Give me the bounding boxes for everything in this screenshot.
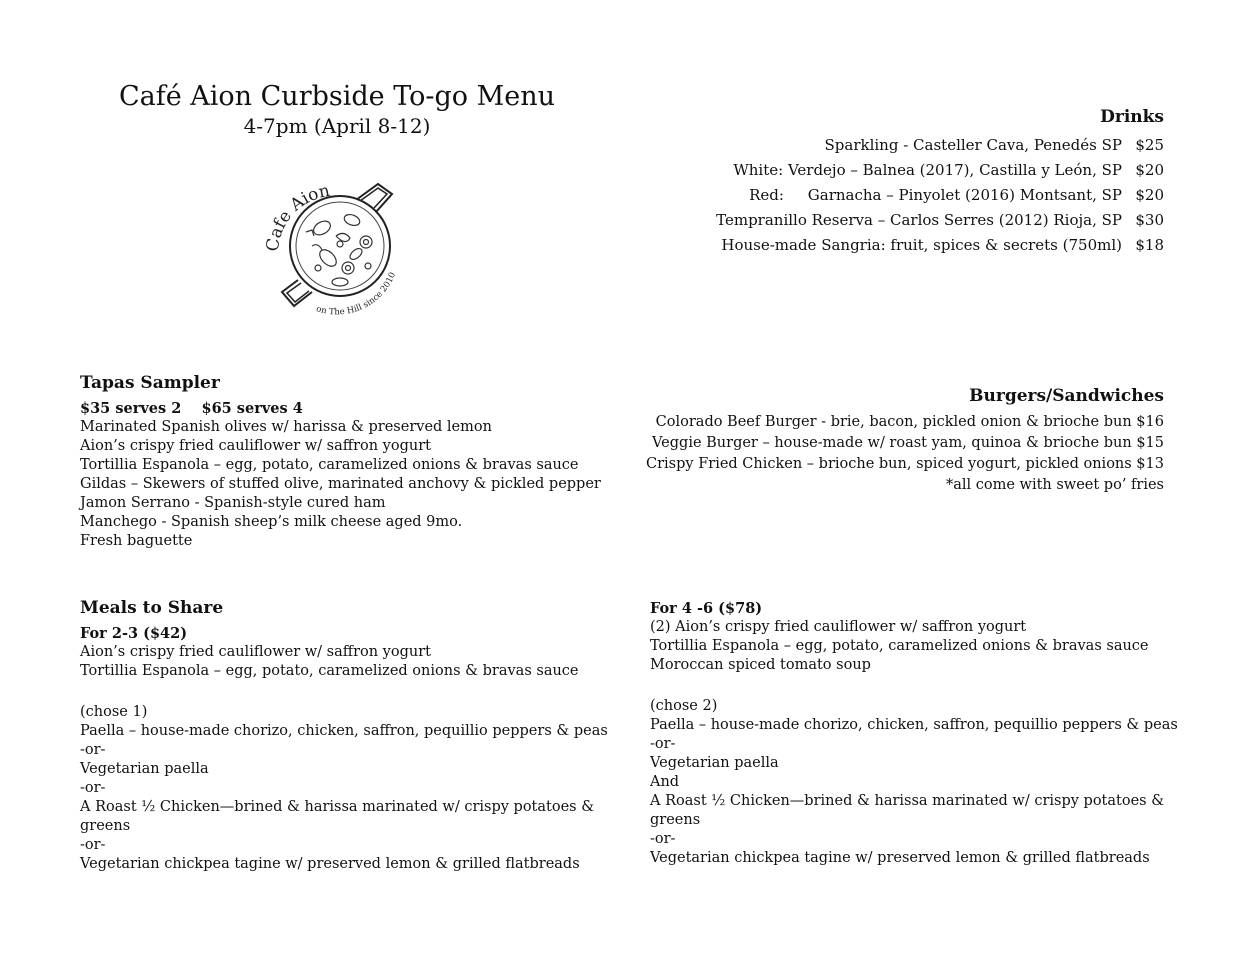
tapas-item: Fresh baguette [80,533,193,549]
menu-title: Café Aion Curbside To-go Menu [118,81,556,112]
drink-name: Sparkling - Casteller Cava, Penedés SP [824,136,1122,154]
meal-small-choice: -or- [80,837,106,853]
drink-item [716,208,1164,233]
drink-name: Red: Garnacha – Pinyolet (2016) Montsant, SP [749,186,1122,204]
meal-large-choice: -or- [650,831,676,847]
tapas-item: Manchego - Spanish sheep’s milk cheese aged 9mo. [80,514,463,530]
meal-large-choice-label: (chose 2) [650,698,718,714]
meal-small-choice: Vegetarian chickpea tagine w/ preserved lemon & grilled flatbreads [80,856,580,872]
meal-small-choice: -or- [80,742,106,758]
meal-large-choice: greens [650,812,701,828]
meal-large-choice: Vegetarian chickpea tagine w/ preserved lemon & grilled flatbreads [650,850,1150,866]
drink-price: $25 [1135,136,1164,154]
drink-item [716,133,1164,158]
drink-name: Tempranillo Reserva – Carlos Serres (2012) Rioja, SP [716,211,1122,229]
drink-name: House-made Sangria: fruit, spices & secrets (750ml) [721,236,1122,254]
meal-small-label: For 2-3 ($42) [80,625,188,642]
logo-arc-bottom: on The Hill since 2010 [314,270,399,318]
cafe-aion-logo [256,170,416,318]
drink-price: $20 [1135,186,1164,204]
meal-small-choice-label: (chose 1) [80,704,148,720]
burgers-heading: Burgers/Sandwiches [969,386,1164,406]
tapas-section [80,372,601,551]
meal-large-choice: Paella – house-made chorizo, chicken, saffron, pequillio peppers & peas [650,717,1178,733]
burgers-section [646,385,1164,496]
tapas-pricing: $35 serves 2 $65 serves 4 [80,400,303,417]
drink-price: $20 [1135,161,1164,179]
meals-section [80,597,608,874]
burger-item: Crispy Fried Chicken – brioche bun, spiced yogurt, pickled onions $13 [646,456,1164,472]
meal-small-choice: A Roast ½ Chicken—brined & harissa marinated w/ crispy potatoes & [80,799,595,815]
meal-large-section [650,599,1178,868]
drink-price: $30 [1135,211,1164,229]
meal-small-include: Aion’s crispy fried cauliflower w/ saffron yogurt [80,644,431,660]
tapas-item: Jamon Serrano - Spanish-style cured ham [80,495,386,511]
tapas-item: Marinated Spanish olives w/ harissa & preserved lemon [80,419,492,435]
drinks-heading: Drinks [1100,107,1164,127]
drink-name: White: Verdejo – Balnea (2017), Castilla y León, SP [733,161,1122,179]
menu-subtitle: 4-7pm (April 8-12) [243,114,431,138]
burger-item: Colorado Beef Burger - brie, bacon, pickled onion & brioche bun $16 [655,414,1164,430]
burger-note: *all come with sweet po’ fries [945,477,1164,493]
tapas-item: Gildas – Skewers of stuffed olive, marinated anchovy & pickled pepper [80,476,601,492]
tapas-item: Tortillia Espanola – egg, potato, caramelized onions & bravas sauce [80,457,579,473]
meals-heading: Meals to Share [80,598,224,618]
tapas-heading: Tapas Sampler [80,373,220,393]
drink-price: $18 [1135,236,1164,254]
meal-small-choice: Vegetarian paella [80,761,209,777]
logo-arc-top: Cafe Aion [262,180,332,253]
drink-item [716,158,1164,183]
meal-large-label: For 4 -6 ($78) [650,600,763,617]
meal-large-include: Moroccan spiced tomato soup [650,657,871,673]
drinks-section [716,106,1164,258]
meal-small-choice: greens [80,818,131,834]
meal-large-choice: Vegetarian paella [650,755,779,771]
meal-small-include: Tortillia Espanola – egg, potato, caramelized onions & bravas sauce [80,663,579,679]
meal-small-choice: Paella – house-made chorizo, chicken, saffron, pequillio peppers & peas [80,723,608,739]
meal-large-include: (2) Aion’s crispy fried cauliflower w/ saffron yogurt [650,619,1027,635]
drink-item [716,233,1164,258]
meal-large-choice: -or- [650,736,676,752]
meal-small-choice: -or- [80,780,106,796]
burger-item: Veggie Burger – house-made w/ roast yam, quinoa & brioche bun $15 [652,435,1164,451]
meal-large-choice: A Roast ½ Chicken—brined & harissa marinated w/ crispy potatoes & [650,793,1165,809]
paella-pan-icon [256,170,416,318]
meal-large-choice: And [650,774,680,790]
meal-large-include: Tortillia Espanola – egg, potato, caramelized onions & bravas sauce [650,638,1149,654]
drink-item [716,183,1164,208]
tapas-item: Aion’s crispy fried cauliflower w/ saffron yogurt [80,438,431,454]
